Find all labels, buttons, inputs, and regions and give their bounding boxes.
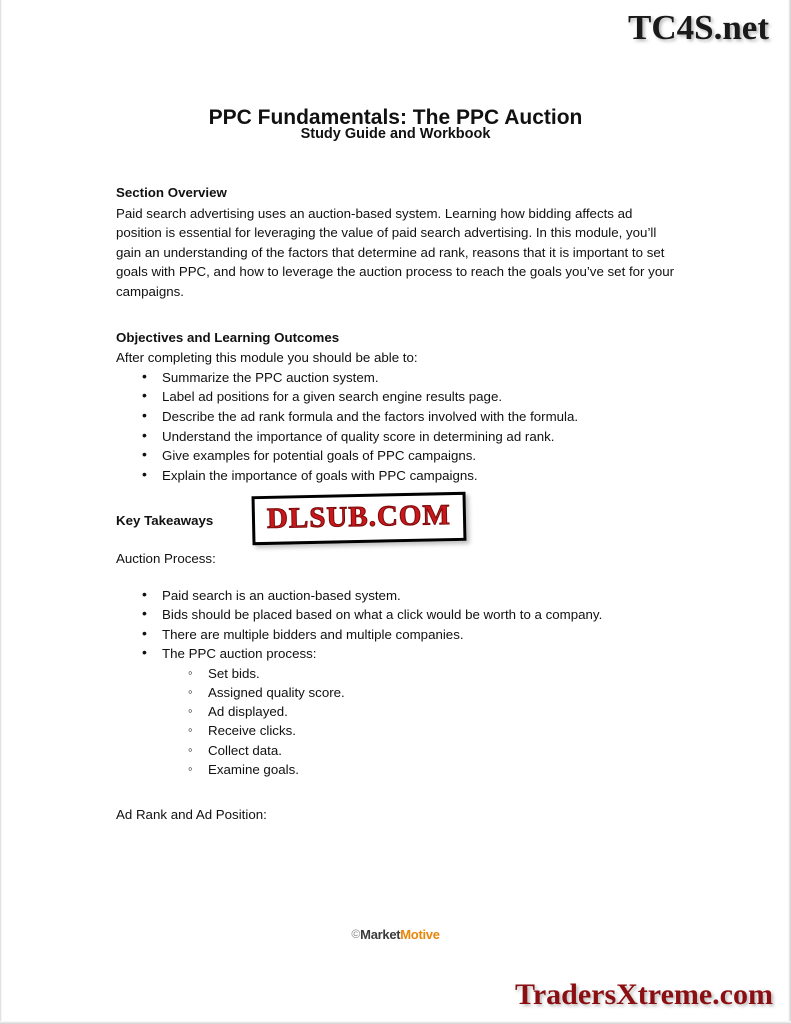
list-item: ◦ Ad displayed. <box>116 702 676 721</box>
list-item: • Label ad positions for a given search engine results page. <box>116 387 676 407</box>
list-item: • Summarize the PPC auction system. <box>116 368 676 388</box>
paragraph-objectives-intro: After completing this module you should be able to: <box>116 350 418 366</box>
document-subtitle: Study Guide and Workbook <box>300 126 491 142</box>
subhead-auction-process: Auction Process: <box>116 550 216 566</box>
list-item: • There are multiple bidders and multiple companies. <box>116 625 676 645</box>
watermark-center-text: DLSUB.COM <box>266 499 452 535</box>
list-item: • Paid search is an auction-based system. <box>116 586 676 606</box>
brand-name-part-one: Market <box>360 927 401 942</box>
list-item: ◦ Receive clicks. <box>116 721 676 740</box>
list-item: • Describe the ad rank formula and the factors involved with the formula. <box>116 407 676 427</box>
list-item: • Understand the importance of quality score in determining ad rank. <box>116 427 676 447</box>
heading-section-overview: Section Overview <box>116 185 227 200</box>
watermark-center-stamp <box>252 492 467 545</box>
heading-key-takeaways: Key Takeaways <box>116 513 214 529</box>
list-objectives <box>116 368 676 486</box>
list-item: ◦ Examine goals. <box>116 760 676 779</box>
list-auction-process-steps <box>116 664 676 779</box>
watermark-bottom-right: TradersXtreme.com <box>515 978 773 1011</box>
list-auction-process <box>116 586 676 664</box>
list-item: ◦ Collect data. <box>116 741 676 760</box>
subhead-ad-rank-position: Ad Rank and Ad Position: <box>116 807 267 823</box>
paragraph-section-overview: Paid search advertising uses an auction-based system. Learning how bidding affects ad position is essential for leveraging the value of paid search advertising. In this module, you’ll gain an understanding of the factors that determine ad rank, reasons that it is important to set goals with PPC, and how to leverage the auction process to reach the goals you’ve set for your campaigns. <box>116 205 675 299</box>
watermark-top-right: TC4S.net <box>628 8 769 47</box>
list-item: • Explain the importance of goals with PPC campaigns. <box>116 466 676 486</box>
copyright-icon: © <box>351 927 361 941</box>
heading-objectives: Objectives and Learning Outcomes <box>116 329 340 345</box>
footer-brand-logo <box>0 927 791 942</box>
list-item: • The PPC auction process: <box>116 644 676 664</box>
list-item: ◦ Set bids. <box>116 664 676 683</box>
page-edge-left <box>0 0 2 1024</box>
document-title: PPC Fundamentals: The PPC Auction <box>208 106 583 130</box>
brand-name-part-two: Motive <box>400 927 440 942</box>
list-item: ◦ Assigned quality score. <box>116 683 676 702</box>
list-item: • Give examples for potential goals of PPC campaigns. <box>116 446 676 466</box>
list-item: • Bids should be placed based on what a click would be worth to a company. <box>116 605 676 625</box>
